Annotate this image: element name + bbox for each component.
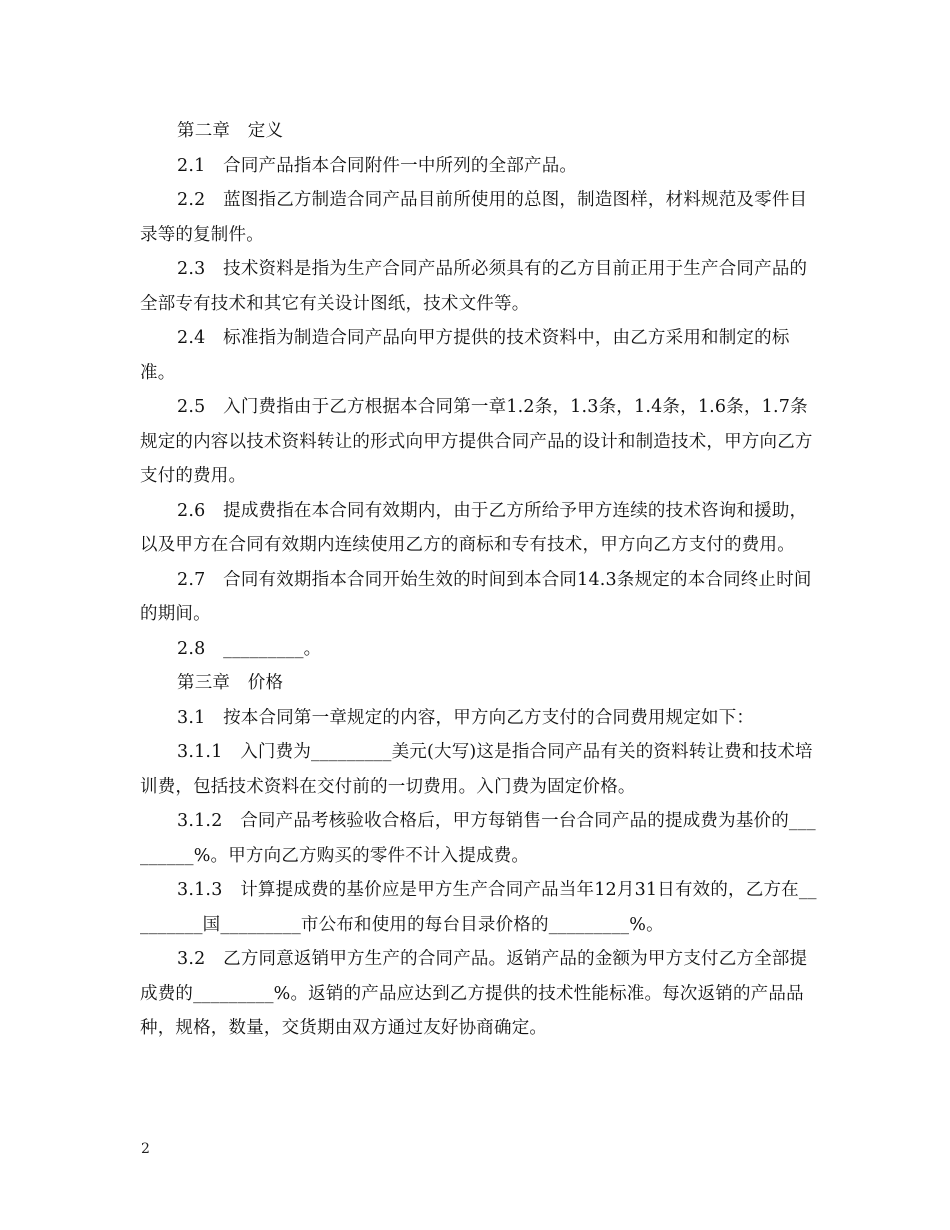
page-number: 2 xyxy=(141,1141,150,1157)
clause-3-2: 3.2 乙方同意返销甲方生产的合同产品。返销产品的金额为甲方支付乙方全部提成费的_________%。返销的产品应达到乙方提供的技术性能标准。每次返销的产品品种，规格，数量，交货期由双方通过友好协商确定。 xyxy=(140,949,808,1038)
clause-2-3: 2.3 技术资料是指为生产合同产品所必须具有的乙方目前正用于生产合同产品的全部专有技术和其它有关设计图纸，技术文件等。 xyxy=(140,259,808,314)
clause-2-6: 2.6 提成费指在本合同有效期内，由于乙方所给予甲方连续的技术咨询和援助，以及甲方在合同有效期内连续使用乙方的商标和专有技术，甲方向乙方支付的费用。 xyxy=(140,500,808,555)
clause-3-1-2: 3.1.2 合同产品考核验收合格后，甲方每销售一台合同产品的提成费为基价的_________%。甲方向乙方购买的零件不计入提成费。 xyxy=(140,811,816,866)
document-body xyxy=(140,114,820,1046)
clause-2-8: 2.8 _________。 xyxy=(177,638,322,659)
chapter-heading-price: 第三章 价格 xyxy=(177,673,284,693)
clause-2-7: 2.7 合同有效期指本合同开始生效的时间到本合同14.3条规定的本合同终止时间的期间。 xyxy=(140,569,812,624)
clause-3-1-1: 3.1.1 入门费为_________美元(大写)这是指合同产品有关的资料转让费和技术培训费，包括技术资料在交付前的一切费用。入门费为固定价格。 xyxy=(140,742,813,797)
clause-2-5: 2.5 入门费指由于乙方根据本合同第一章1.2条，1.3条，1.4条，1.6条，1.7条规定的内容以技术资料转让的形式向甲方提供合同产品的设计和制造技术，甲方向乙方支付的费用。 xyxy=(140,397,813,486)
clause-3-1: 3.1 按本合同第一章规定的内容，甲方向乙方支付的合同费用规定如下： xyxy=(177,707,755,728)
clause-3-1-3: 3.1.3 计算提成费的基价应是甲方生产合同产品当年12月31日有效的，乙方在_________国_________市公布和使用的每台目录价格的_________%。 xyxy=(140,880,817,935)
chapter-heading-definitions: 第二章 定义 xyxy=(177,121,284,141)
clause-2-1: 2.1 合同产品指本合同附件一中所列的全部产品。 xyxy=(177,155,578,176)
clause-2-2: 2.2 蓝图指乙方制造合同产品目前所使用的总图，制造图样，材料规范及零件目录等的复制件。 xyxy=(140,190,808,245)
clause-2-4: 2.4 标准指为制造合同产品向甲方提供的技术资料中，由乙方采用和制定的标准。 xyxy=(140,328,790,383)
